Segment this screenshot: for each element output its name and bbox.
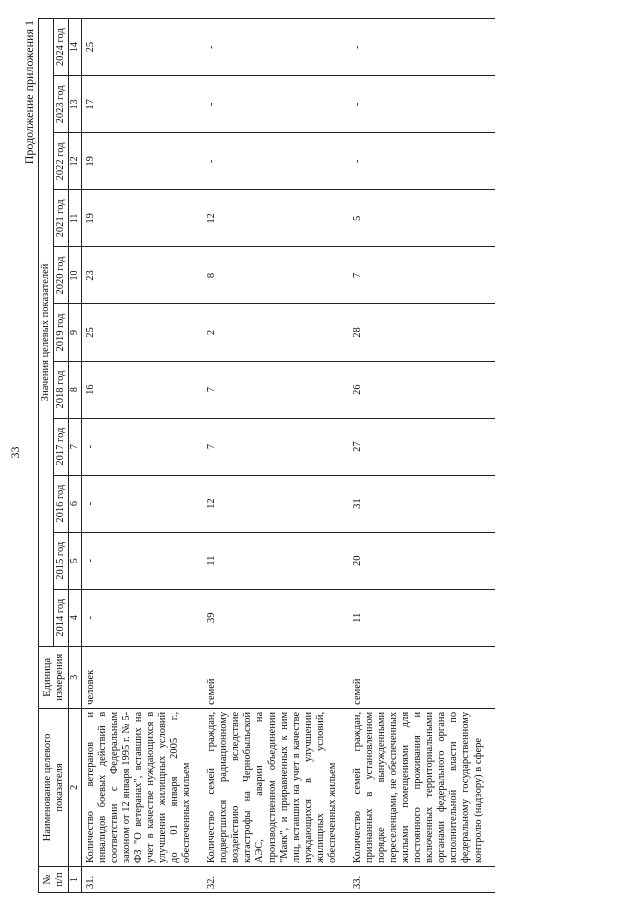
header-unit: Единица измерения [39,646,69,708]
value-cell: - [203,133,349,190]
header-values-group: Значения целевых показателей [39,19,54,647]
column-number: 11 [69,190,82,247]
row-number: 33. [349,866,495,892]
column-number: 1 [69,866,82,892]
value-cell: 23 [81,247,203,304]
header-year: 2014 год [54,589,69,646]
table-body [81,19,494,893]
indicators-table [38,18,495,893]
header-num: № п/п [39,866,69,892]
header-year: 2020 год [54,247,69,304]
value-cell: - [349,76,495,133]
value-cell: 11 [349,589,495,646]
page-number: 33 [8,446,22,459]
table-row [349,19,495,893]
column-number: 4 [69,589,82,646]
header-year: 2016 год [54,475,69,532]
value-cell: - [203,76,349,133]
value-cell: 16 [81,361,203,418]
column-number: 8 [69,361,82,418]
value-cell: 19 [81,133,203,190]
value-cell: 31 [349,475,495,532]
header-year: 2019 год [54,304,69,361]
value-cell: - [81,418,203,475]
column-number-row [69,19,82,893]
table-row [203,19,349,893]
table-row [81,19,203,893]
column-number: 6 [69,475,82,532]
unit-cell: семей [203,646,349,708]
value-cell: 25 [81,19,203,76]
indicator-name: Количество ветеранов и инвалидов боевых действий в соответствии с Федеральным законом от 12 января 1995 г. № 5-ФЗ "О ветеранах", вставших на учет в качестве нуждающихся в улучшении жилищных условий до 01 января 2005 г., обеспеченных жильем [81,708,203,866]
column-number: 5 [69,532,82,589]
value-cell: 12 [203,190,349,247]
row-number: 31. [81,866,203,892]
header-year: 2021 год [54,190,69,247]
header-year: 2023 год [54,76,69,133]
value-cell: 39 [203,589,349,646]
column-number: 14 [69,19,82,76]
value-cell: 8 [203,247,349,304]
header-year: 2024 год [54,19,69,76]
unit-cell: человек [81,646,203,708]
value-cell: - [81,532,203,589]
value-cell: 19 [81,190,203,247]
column-number: 10 [69,247,82,304]
value-cell: 12 [203,475,349,532]
column-number: 2 [69,708,82,866]
value-cell: - [81,475,203,532]
column-number: 9 [69,304,82,361]
header-year: 2017 год [54,418,69,475]
column-number: 3 [69,646,82,708]
header-year: 2022 год [54,133,69,190]
column-number: 7 [69,418,82,475]
header-name: Наименование целевого показателя [39,708,69,866]
value-cell: 7 [349,247,495,304]
header-year: 2018 год [54,361,69,418]
value-cell: 20 [349,532,495,589]
value-cell: 26 [349,361,495,418]
value-cell: - [349,19,495,76]
value-cell: 17 [81,76,203,133]
indicator-name: Количество семей граждан, подвергшихся радиационному воздействию вследствие катастрофы на Чернобыльской АЭС, аварии на производственном объединении "Маяк", и приравненных к ним лиц, вставших на учет в качестве нуждающихся в улучшении жилищных условий, обеспеченных жильем [203,708,349,866]
value-cell: 28 [349,304,495,361]
continuation-note: Продолжение приложения 1 [22,20,36,165]
unit-cell: семей [349,646,495,708]
column-number: 12 [69,133,82,190]
indicator-name: Количество семей граждан, признанных в установленном порядке вынужденными переселенцами, не обеспеченных жилыми помещениями для постоянного проживания и включенных территориальными органами федерального органа исполнительной власти по федеральному государственному контролю (надзору) в сфере [349,708,495,866]
value-cell: 27 [349,418,495,475]
value-cell: - [81,589,203,646]
value-cell: - [349,133,495,190]
column-number: 13 [69,76,82,133]
row-number: 32. [203,866,349,892]
value-cell: - [203,19,349,76]
value-cell: 7 [203,418,349,475]
value-cell: 7 [203,361,349,418]
value-cell: 2 [203,304,349,361]
value-cell: 25 [81,304,203,361]
value-cell: 11 [203,532,349,589]
value-cell: 5 [349,190,495,247]
header-year: 2015 год [54,532,69,589]
